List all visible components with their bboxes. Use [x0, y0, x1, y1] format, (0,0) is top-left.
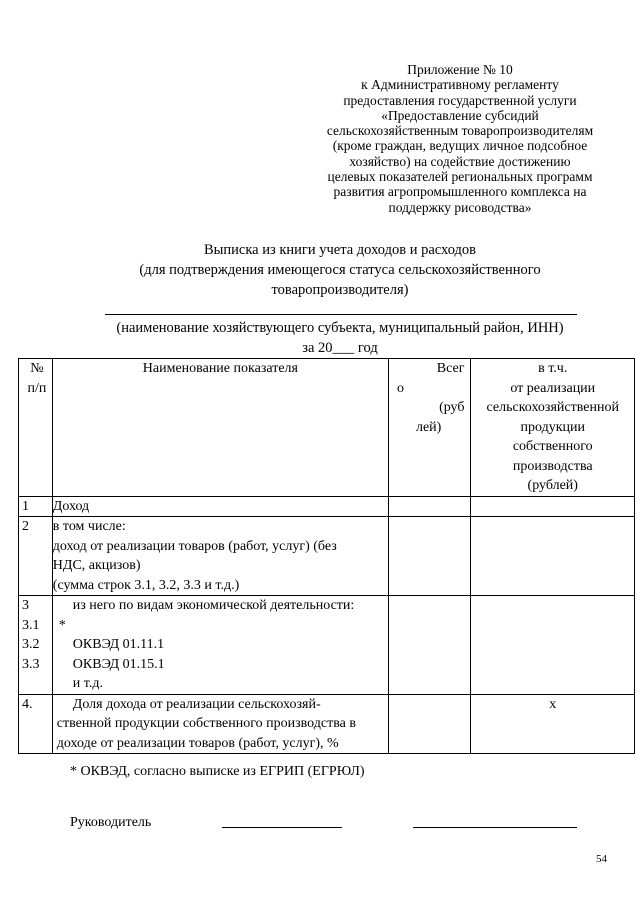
row-num: 2	[19, 517, 53, 596]
name-line	[413, 827, 577, 828]
header-num	[19, 359, 53, 497]
income-table	[18, 358, 635, 754]
year-line: за 20___ год	[302, 340, 378, 356]
row-name-line: и т.д.	[72, 676, 103, 691]
row-name-line: Доля дохода от реализации сельскохозяй-	[72, 696, 321, 712]
appendix-line: поддержку рисоводства»	[388, 199, 532, 215]
row-name-line: *	[58, 617, 66, 633]
row-name-line: НДС, акцизов)	[52, 558, 141, 573]
entity-name-line	[105, 314, 577, 315]
header-num-line: №	[30, 361, 44, 376]
document-subtitle-cont: товаропроизводителя)	[271, 282, 409, 298]
header-num-line: п/п	[27, 380, 47, 396]
row-name-line: (сумма строк 3.1, 3.2, 3.3 и т.д.)	[52, 577, 240, 593]
header-total-line: (руб	[439, 400, 465, 415]
table-row	[19, 496, 635, 517]
row-num	[19, 596, 53, 695]
row-total	[388, 517, 471, 596]
row-num-line: 3.3	[22, 656, 40, 672]
row-total	[388, 694, 471, 754]
header-incl-line: производства	[512, 458, 593, 474]
header-incl-line: сельскохозяйственной	[486, 400, 619, 415]
header-incl-line: (рублей)	[527, 478, 578, 493]
appendix-line: предоставления государственной услуги	[343, 92, 577, 108]
header-incl-line: в т.ч.	[538, 361, 568, 376]
row-name-line: в том числе:	[52, 519, 126, 534]
row-total	[388, 496, 471, 517]
appendix-line: (кроме граждан, ведущих личное подсобное	[332, 138, 588, 154]
header-incl-line: от реализации	[510, 380, 596, 396]
row-incl	[471, 596, 635, 695]
row-incl	[471, 517, 635, 596]
appendix-line: к Административному регламенту	[361, 77, 559, 93]
row-num-line: 3	[22, 598, 29, 613]
appendix-header	[300, 62, 620, 215]
row-incl	[471, 496, 635, 517]
signature-label: Руководитель	[70, 815, 152, 830]
row-num-line: 3.2	[22, 637, 40, 652]
header-total-line: Всег	[436, 361, 465, 376]
page-number: 54	[596, 853, 607, 865]
row-incl: x	[471, 694, 635, 754]
appendix-line: Приложение № 10	[407, 62, 513, 77]
header-incl	[471, 359, 635, 497]
table-row	[19, 596, 635, 695]
appendix-line: «Предоставление субсидий	[381, 107, 539, 123]
row-name-line: из него по видам экономической деятельности:	[72, 598, 355, 613]
row-name-line: доходе от реализации товаров (работ, услуг), %	[56, 735, 339, 751]
row-num: 1	[19, 496, 53, 517]
row-name	[52, 517, 388, 596]
row-total	[388, 596, 471, 695]
header-total-line: лей)	[415, 419, 442, 435]
document-title: Выписка из книги учета доходов и расходов	[203, 242, 477, 258]
row-name-line: ОКВЭД 01.15.1	[72, 656, 165, 672]
document-subtitle: (для подтверждения имеющегося статуса сельскохозяйственного	[139, 262, 541, 278]
row-num-line: 3.1	[22, 617, 40, 633]
row-name	[52, 596, 388, 695]
table-row	[19, 694, 635, 754]
header-total-line: о	[396, 380, 404, 396]
header-incl-line: собственного	[512, 439, 593, 454]
header-total	[388, 359, 471, 497]
appendix-line: хозяйство) на содействие достижению	[349, 153, 571, 169]
appendix-line: целевых показателей региональных программ	[327, 169, 593, 185]
header-name: Наименование показателя	[52, 359, 388, 497]
row-name-line: ОКВЭД 01.11.1	[72, 637, 165, 652]
row-name-line: ственной продукции собственного производства в	[56, 716, 356, 731]
header-incl-line: продукции	[520, 419, 585, 435]
footnote: * ОКВЭД, согласно выписке из ЕГРИП (ЕГРЮЛ)	[70, 764, 365, 779]
table-header-row	[19, 359, 635, 497]
row-name: Доход	[52, 496, 388, 517]
row-name	[52, 694, 388, 754]
signature-line	[222, 827, 342, 828]
appendix-line: сельскохозяйственным товаропроизводителям	[326, 123, 594, 139]
row-num: 4.	[19, 694, 53, 754]
appendix-line: развития агропромышленного комплекса на	[333, 184, 587, 200]
entity-caption: (наименование хозяйствующего субъекта, муниципальный район, ИНН)	[116, 320, 564, 336]
row-name-line: доход от реализации товаров (работ, услуг) (без	[52, 538, 337, 554]
table-row	[19, 517, 635, 596]
